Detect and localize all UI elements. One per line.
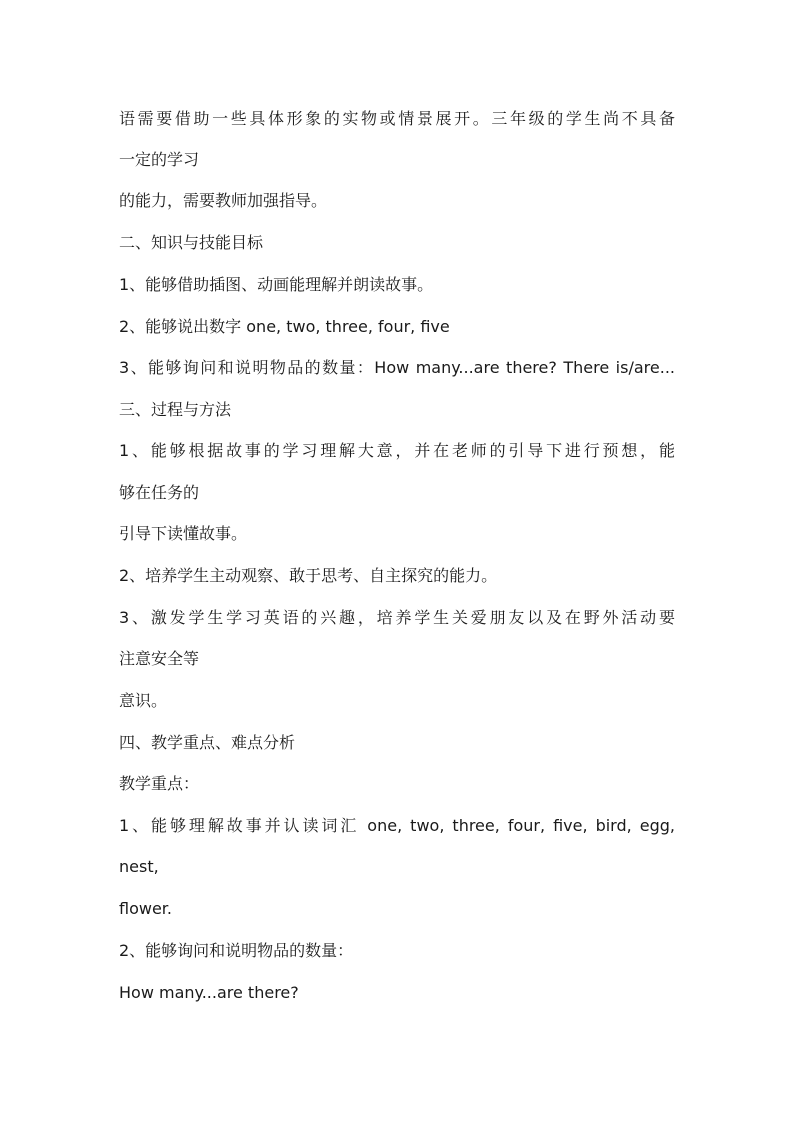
section-heading: 二、知识与技能目标 — [119, 233, 264, 252]
text-line: 2、能够询问和说明物品的数量： — [119, 941, 354, 960]
text-line: 注意安全等 — [119, 649, 200, 668]
text-line: 的能力，需要教师加强指导。 — [119, 191, 328, 210]
text-line: flower. — [119, 899, 172, 918]
text-line: 1、能够根据故事的学习理解大意，并在老师的引导下进行预想，能 — [119, 441, 675, 460]
text-line: 2、培养学生主动观察、敢于思考、自主探究的能力。 — [119, 566, 498, 585]
text-line: 1、能够借助插图、动画能理解并朗读故事。 — [119, 275, 434, 294]
text-line: 引导下读懂故事。 — [119, 524, 248, 543]
text-line: 意识。 — [119, 691, 168, 710]
text-line: 一定的学习 — [119, 150, 200, 169]
text-line: 2、能够说出数字 one, two, three, four, five — [119, 317, 450, 336]
section-heading: 三、过程与方法 — [119, 400, 232, 419]
text-line: 1、能够理解故事并认读词汇 one, two, three, four, five, bird, egg, — [119, 816, 675, 835]
subheading: 教学重点： — [119, 774, 200, 793]
text-line: nest, — [119, 857, 159, 876]
text-line: How many...are there? — [119, 983, 299, 1002]
section-heading: 四、教学重点、难点分析 — [119, 733, 296, 752]
text-line: 语需要借助一些具体形象的实物或情景展开。三年级的学生尚不具备 — [119, 109, 675, 128]
text-line: 3、能够询问和说明物品的数量：How many...are there? There is/are... — [119, 358, 675, 377]
text-line: 够在任务的 — [119, 483, 200, 502]
text-line: 3、激发学生学习英语的兴趣，培养学生关爱朋友以及在野外活动要 — [119, 608, 675, 627]
